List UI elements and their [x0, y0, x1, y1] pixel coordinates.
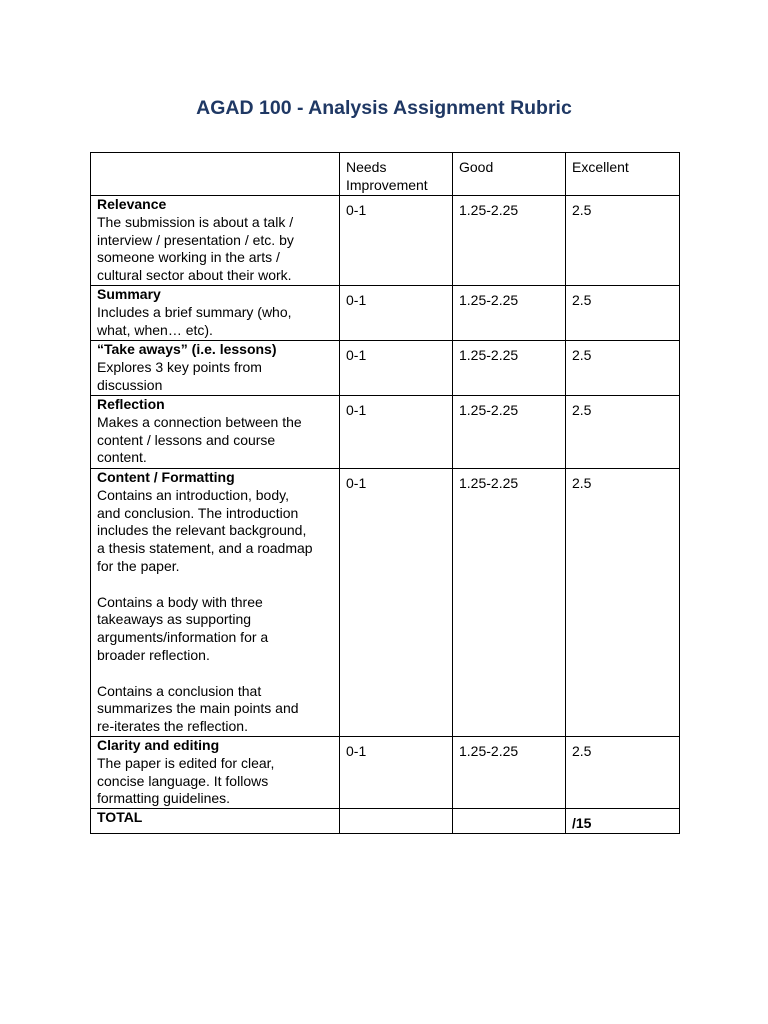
needs-improvement-score: 0-1 — [340, 737, 453, 809]
criterion-description: Contains an introduction, body, and conclusion. The introduction includes the relevant background, a thesis statement, and a roadmap for the paper. Contains a body with three takeaways as supporting arguments/information for a broader reflection. Contains a conclusion that summarizes the main points and re-iterates the reflection. — [97, 486, 313, 735]
table-header-row — [91, 153, 680, 196]
criterion-title: Content / Formatting — [97, 469, 235, 485]
good-score: 1.25-2.25 — [453, 737, 566, 809]
header-cell-criterion — [91, 153, 340, 196]
header-cell-excellent: Excellent — [566, 153, 680, 196]
good-score: 1.25-2.25 — [453, 286, 566, 341]
criterion-description: Explores 3 key points from discussion — [97, 358, 262, 393]
total-label: TOTAL — [97, 809, 143, 826]
excellent-score: 2.5 — [566, 396, 680, 469]
total-value-cell — [566, 809, 680, 834]
criterion-description: The submission is about a talk / interview / presentation / etc. by someone working in the arts / cultural sector about their work. — [97, 213, 294, 284]
excellent-score: 2.5 — [566, 737, 680, 809]
total-value: /15 — [572, 815, 592, 832]
page-title: AGAD 100 - Analysis Assignment Rubric — [196, 97, 572, 119]
needs-improvement-score: 0-1 — [340, 396, 453, 469]
table-row — [91, 341, 680, 396]
table-row — [91, 737, 680, 809]
needs-improvement-score: 0-1 — [340, 341, 453, 396]
header-cell-good: Good — [453, 153, 566, 196]
needs-improvement-score: 0-1 — [340, 196, 453, 286]
criterion-title: Summary — [97, 286, 161, 302]
criterion-cell — [91, 286, 340, 341]
criterion-cell — [91, 737, 340, 809]
total-empty-cell — [340, 809, 453, 834]
criterion-description: Includes a brief summary (who, what, when… etc). — [97, 303, 292, 338]
good-score: 1.25-2.25 — [453, 196, 566, 286]
header-cell-needs-improvement — [340, 153, 453, 196]
excellent-score: 2.5 — [566, 469, 680, 737]
excellent-score: 2.5 — [566, 286, 680, 341]
criterion-title: Reflection — [97, 396, 165, 412]
table-row — [91, 396, 680, 469]
needs-improvement-score: 0-1 — [340, 469, 453, 737]
table-row — [91, 196, 680, 286]
table-row — [91, 286, 680, 341]
criterion-title: Clarity and editing — [97, 737, 220, 753]
criterion-cell — [91, 396, 340, 469]
rubric-table — [90, 152, 680, 834]
good-score: 1.25-2.25 — [453, 341, 566, 396]
table-row — [91, 469, 680, 737]
criterion-cell — [91, 341, 340, 396]
criterion-description: Makes a connection between the content / lessons and course content. — [97, 413, 302, 466]
good-score: 1.25-2.25 — [453, 469, 566, 737]
total-label-cell — [91, 809, 340, 834]
criterion-cell — [91, 469, 340, 737]
criterion-title: Relevance — [97, 196, 167, 212]
header-label-needs-improvement: Needs Improvement — [346, 159, 428, 193]
excellent-score: 2.5 — [566, 341, 680, 396]
needs-improvement-score: 0-1 — [340, 286, 453, 341]
good-score: 1.25-2.25 — [453, 396, 566, 469]
criterion-title: “Take aways” (i.e. lessons) — [97, 341, 277, 357]
criterion-description: The paper is edited for clear, concise language. It follows formatting guidelines. — [97, 754, 275, 807]
excellent-score: 2.5 — [566, 196, 680, 286]
total-empty-cell — [453, 809, 566, 834]
total-row — [91, 809, 680, 834]
criterion-cell — [91, 196, 340, 286]
